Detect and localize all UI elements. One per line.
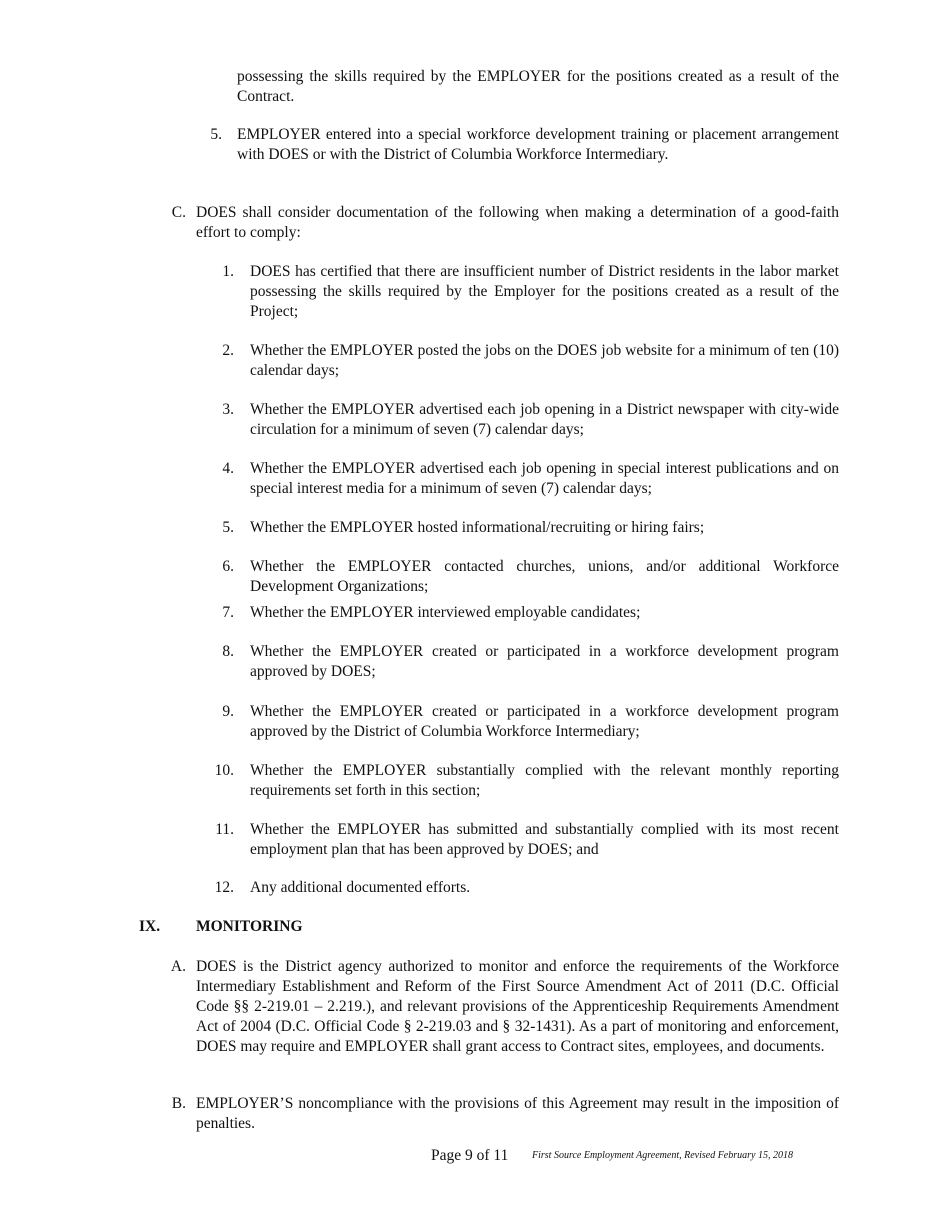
section-title: MONITORING xyxy=(196,918,303,935)
list-item-text: DOES has certified that there are insufficient number of District residents in the labor market possessing the skills required by the Employer for the positions created as a result of the Project; xyxy=(250,263,839,320)
list-item-number: 2. xyxy=(222,342,234,359)
list-item-number: 5. xyxy=(210,126,222,143)
list-item-text: Whether the EMPLOYER contacted churches, unions, and/or additional Workforce Development Organizations; xyxy=(250,558,839,595)
list-item-text: Whether the EMPLOYER has submitted and substantially complied with its most recent employment plan that has been approved by DOES; and xyxy=(250,821,839,858)
list-item-text: Whether the EMPLOYER created or participated in a workforce development program approved by the District of Columbia Workforce Intermediary; xyxy=(250,703,839,740)
list-item-number: 7. xyxy=(222,604,234,621)
list-item-number: 8. xyxy=(222,643,234,660)
list-item-number: 11. xyxy=(215,821,234,838)
monitoring-paragraph: DOES is the District agency authorized to monitor and enforce the requirements of the Workforce Intermediary Establishment and Reform of the First Source Amendment Act of 2011 (D.C. Official Code §§ 2-219.01 – 2.219.), and relevant provisions of the Apprenticeship Requirements Amendment Act of 2004 (D.C. Official Code § 2-219.03 and § 32-1431). As a part of monitoring and enforcement, DOES may require and EMPLOYER shall grant access to Contract sites, employees, and documents. xyxy=(196,958,839,1055)
page-number: Page 9 of 11 xyxy=(431,1147,509,1164)
list-item-number: 5. xyxy=(222,519,234,536)
list-item-number: 9. xyxy=(222,703,234,720)
list-item-number: 10. xyxy=(214,762,234,779)
list-item-text: Whether the EMPLOYER created or participated in a workforce development program approved by DOES; xyxy=(250,643,839,680)
list-item-text: Whether the EMPLOYER interviewed employable candidates; xyxy=(250,604,641,621)
list-item-text: Whether the EMPLOYER advertised each job opening in special interest publications and on special interest media for a minimum of seven (7) calendar days; xyxy=(250,460,839,497)
continuation-paragraph: possessing the skills required by the EMPLOYER for the positions created as a result of the Contract. xyxy=(237,68,839,105)
list-item-text: Any additional documented efforts. xyxy=(250,879,471,896)
section-number: IX. xyxy=(139,918,161,935)
monitoring-paragraph: EMPLOYER’S noncompliance with the provisions of this Agreement may result in the imposition of penalties. xyxy=(196,1095,839,1132)
list-item-number: 4. xyxy=(222,460,234,477)
section-letter: A. xyxy=(170,958,186,975)
section-letter: C. xyxy=(171,204,186,221)
list-item-text: Whether the EMPLOYER posted the jobs on the DOES job website for a minimum of ten (10) calendar days; xyxy=(250,342,839,379)
list-item-text: EMPLOYER entered into a special workforce development training or placement arrangement with DOES or with the District of Columbia Workforce Intermediary. xyxy=(237,126,839,163)
list-item-text: Whether the EMPLOYER hosted informational/recruiting or hiring fairs; xyxy=(250,519,705,536)
list-item-number: 12. xyxy=(214,879,234,896)
list-item-number: 6. xyxy=(222,558,234,575)
section-c-paragraph: DOES shall consider documentation of the following when making a determination of a good-faith effort to comply: xyxy=(196,204,839,241)
footer-note: First Source Employment Agreement, Revised February 15, 2018 xyxy=(532,1150,793,1161)
list-item-number: 1. xyxy=(222,263,234,280)
list-item-number: 3. xyxy=(222,401,234,418)
section-letter: B. xyxy=(171,1095,186,1112)
list-item-text: Whether the EMPLOYER advertised each job opening in a District newspaper with city-wide circulation for a minimum of seven (7) calendar days; xyxy=(250,401,839,438)
list-item-text: Whether the EMPLOYER substantially complied with the relevant monthly reporting requirements set forth in this section; xyxy=(250,762,839,799)
